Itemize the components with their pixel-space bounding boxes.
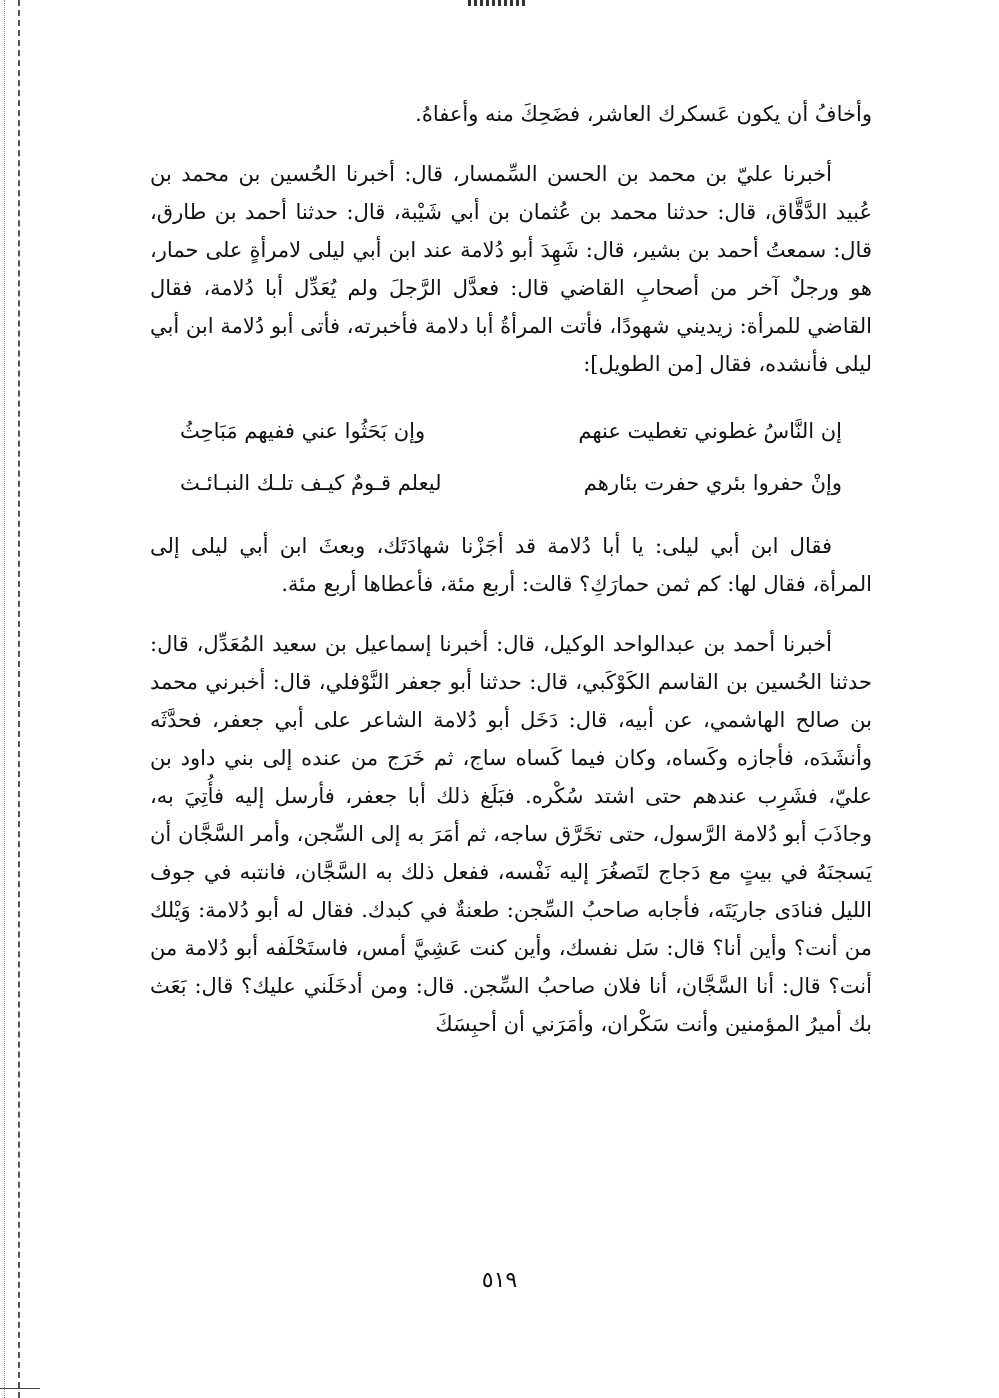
binding-margin-line — [18, 0, 22, 1398]
paragraph-opening: وأخافُ أن يكون عَسكرك العاشر، فضَحِكَ منه وأعفاهُ. — [415, 102, 872, 126]
page-number: ٥١٩ — [481, 1268, 518, 1293]
verse-second-hemistich: وإن بَحَثُوا عني ففيهم مَبَاحِثُ — [180, 419, 426, 443]
scan-bottom-mark — [0, 1388, 40, 1390]
page-body — [150, 95, 872, 1065]
verse-line — [150, 457, 872, 509]
verse-line — [150, 405, 872, 457]
paragraph-narration-2: أخبرنا أحمد بن عبدالواحد الوكيل، قال: أخبرنا إسماعيل بن سعيد المُعَدِّل، قال: حدثنا الحُسين بن القاسم الكَوْكَبي، قال: حدثنا أبو جعفر النَّوْفلي، قال: أخبرني محمد بن صالح الهاشمي، عن أبيه، قال: دَخَل أبو دُلامة الشاعر على أبي جعفر، فحدَّثَه وأنشَدَه، فأجازه وكَساه، وكان فيما كَساه ساج، ثم خَرَج من عنده إلى بني داود بن عليّ، فشَرِب عندهم حتى اشتد سُكْره. فبَلَغ ذلك أبا جعفر، فأرسل إليه فأُتِيَ به، وجاذَبَ أبو دُلامة الرَّسول، حتى تخَرَّق ساجه، ثم أمَرَ به إلى السِّجن، وأمر السَّجَّان أن يَسجنَهُ في بيتٍ مع دَجاج لتَصغُرَ إليه نَفْسه، ففعل ذلك به السَّجَّان، فانتبه في جوف الليل فنادَى جاريَتَه، فأجابه صاحبُ السِّجن: طعنةٌ في كبدك. فقال له أبو دُلامة: وَيْلك من أنت؟ وأين أنا؟ قال: سَل نفسك، وأين كنت عَشِيَّ أمس، فاستَحْلَفه أبو دُلامة من أنت؟ قال: أنا السَّجَّان، أنا فلان صاحبُ السِّجن. قال: ومن أدخَلَني عليك؟ قال: بَعَث بك أميرُ المؤمنين وأنت سَكْران، وأمَرَني أن أحبِسَكَ — [150, 632, 872, 1036]
verse-second-hemistich: ليعلم قـومٌ كيـف تلـك النبـائـث — [180, 471, 442, 495]
paragraph-narration-1: أخبرنا عليّ بن محمد بن الحسن السِّمسار، قال: أخبرنا الحُسين بن محمد بن عُبيد الدَّقَّاق، قال: حدثنا محمد بن عُثمان بن أبي شَيْبة، قال: حدثنا أحمد بن طارق، قال: سمعتُ أحمد بن بشير، قال: شَهِدَ أبو دُلامة عند ابن أبي ليلى لامرأةٍ على حمار، هو ورجلٌ آخر من أصحابِ القاضي قال: فعدَّل الرَّجلَ ولم يُعَدِّل أبا دُلامة، فقال القاضي للمرأة: زيديني شهودًا، فأتت المرأةُ أبا دلامة فأخبرته، فأتى أبو دُلامة ابن أبي ليلى فأنشده، فقال [من الطويل]: — [150, 162, 872, 376]
paragraph-judgment: فقال ابن أبي ليلى: يا أبا دُلامة قد أجَزْنا شهادَتَك، وبعثَ ابن أبي ليلى إلى المرأة، فقال لها: كم ثمن حمارَكِ؟ قالت: أربع مئة، فأعطاها أربع مئة. — [150, 534, 872, 596]
verse-first-hemistich: وإنْ حفروا بئري حفرت بئارهم — [583, 471, 842, 495]
poem — [150, 405, 872, 509]
scan-top-mark — [468, 0, 528, 6]
verse-first-hemistich: إن النَّاسُ غطوني تغطيت عنهم — [578, 419, 842, 443]
scan-edge-line — [4, 0, 6, 1398]
